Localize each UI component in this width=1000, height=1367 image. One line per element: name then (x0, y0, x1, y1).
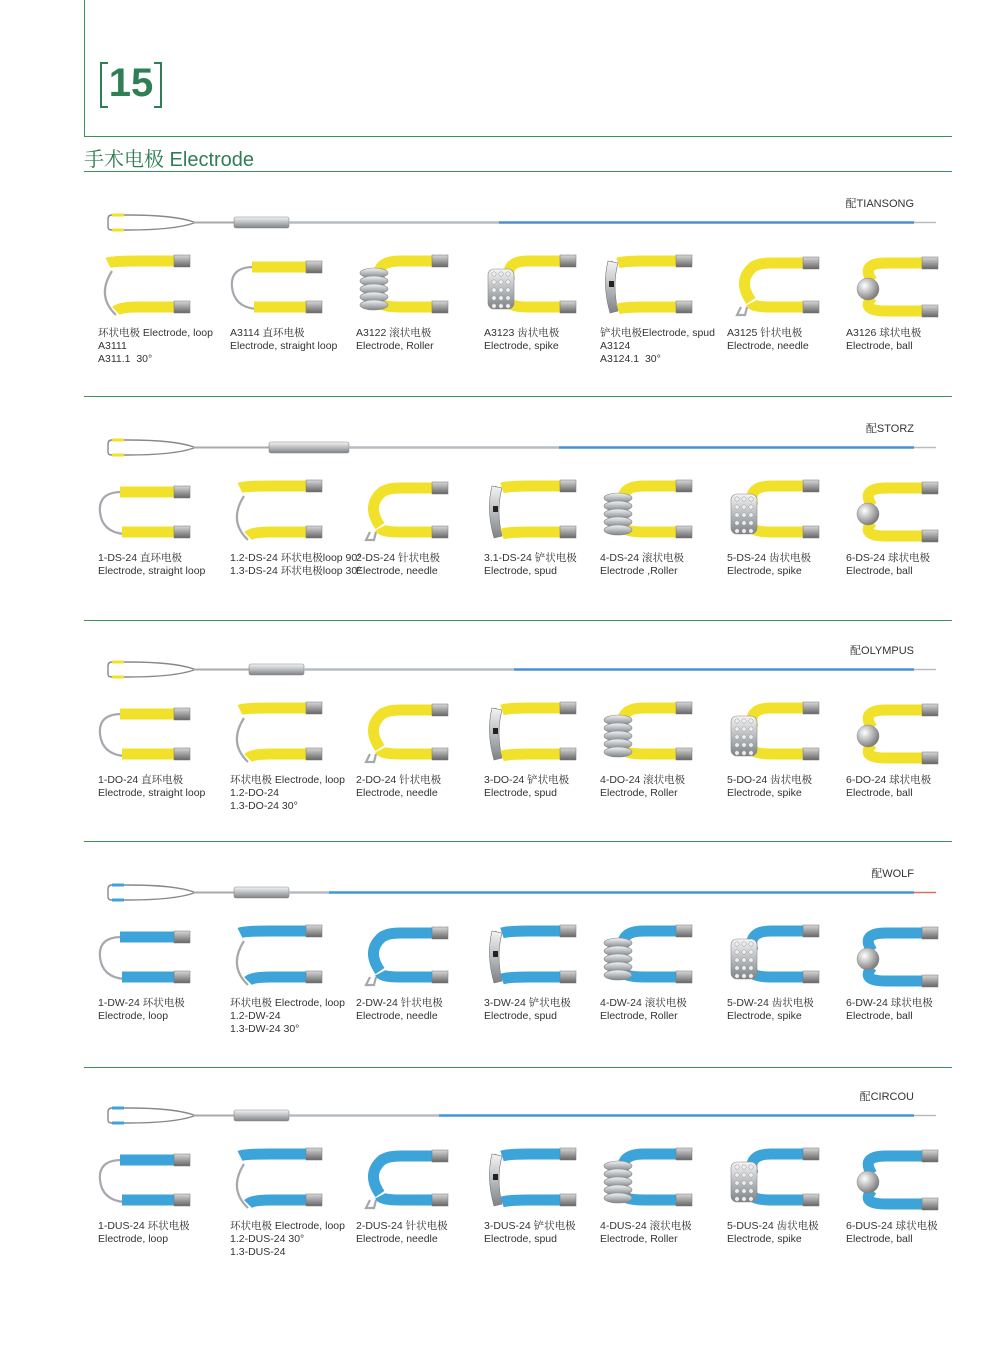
caption-line: 5-DO-24 齿状电极 (727, 774, 813, 786)
caption-line: 1.2-DS-24 环状电极loop 90° (230, 552, 362, 564)
caption-line: Electrode, Roller (600, 1233, 678, 1245)
electrode-tip-image (846, 921, 946, 993)
electrode-caption (727, 327, 847, 353)
caption-line: 6-DO-24 球状电极 (846, 774, 932, 786)
electrode-item-roller (600, 476, 720, 578)
electrode-item-ball (846, 921, 966, 1023)
electrode-tip-image (484, 251, 584, 323)
electrode-caption (98, 1220, 218, 1246)
electrode-tip-image (727, 251, 827, 323)
caption-line: 3-DO-24 铲状电极 (484, 774, 570, 786)
caption-line: Electrode ,Roller (600, 565, 678, 577)
caption-line: 6-DUS-24 球状电极 (846, 1220, 938, 1232)
electrode-item-roller (600, 921, 720, 1023)
electrode-caption (98, 552, 218, 578)
electrode-caption (600, 552, 720, 578)
electrode-caption (230, 997, 350, 1036)
caption-line: A3124.1 30° (600, 353, 661, 365)
electrode-tip-image (600, 476, 700, 548)
electrode-tip-image (98, 251, 198, 323)
electrode-tip-image (727, 921, 827, 993)
caption-line: 3-DUS-24 铲状电极 (484, 1220, 576, 1232)
electrode-item-needle (356, 476, 476, 578)
caption-line: 4-DO-24 滚状电极 (600, 774, 686, 786)
page-number (100, 60, 162, 106)
caption-line: Electrode, ball (846, 787, 913, 799)
electrode-tip-image (600, 1144, 700, 1216)
caption-line: 环状电极 Electrode, loop (230, 997, 345, 1009)
caption-line: 1.2-DW-24 (230, 1010, 281, 1022)
electrode-tip-image (98, 921, 198, 993)
electrode-item-loop (230, 1144, 350, 1259)
electrode-tip-image (356, 476, 456, 548)
caption-line: 3-DW-24 铲状电极 (484, 997, 571, 1009)
electrode-caption (600, 997, 720, 1023)
electrode-caption (600, 327, 720, 366)
caption-line: Electrode, spud (484, 565, 557, 577)
electrode-item-needle (356, 698, 476, 800)
electrode-tip-image (600, 698, 700, 770)
caption-line: 环状电极 Electrode, loop (230, 774, 345, 786)
caption-line: Electrode, needle (356, 1010, 438, 1022)
caption-line: 1.2-DUS-24 30° (230, 1233, 305, 1245)
electrode-tip-image (98, 476, 198, 548)
caption-line: Electrode, straight loop (98, 565, 206, 577)
electrode-caption (230, 1220, 350, 1259)
electrode-caption (356, 1220, 476, 1246)
electrode-tip-image (356, 698, 456, 770)
caption-line: A311.1 30° (98, 353, 153, 365)
caption-line: 4-DS-24 滚状电极 (600, 552, 685, 564)
electrode-caption (356, 997, 476, 1023)
electrode-tip-image (98, 698, 198, 770)
electrode-caption (484, 774, 604, 800)
caption-line: 2-DUS-24 针状电极 (356, 1220, 448, 1232)
electrode-instrument (104, 875, 944, 905)
caption-line: 1.3-DW-24 30° (230, 1023, 300, 1035)
caption-line: 4-DW-24 滚状电极 (600, 997, 687, 1009)
electrode-caption (846, 552, 966, 578)
electrode-item-spike (727, 921, 847, 1023)
header-vertical-rule (84, 0, 85, 136)
electrode-caption (356, 774, 476, 800)
electrode-caption (846, 1220, 966, 1246)
caption-line: Electrode, spike (484, 340, 559, 352)
caption-line: A3125 针状电极 (727, 327, 803, 339)
electrode-item-roller (356, 251, 476, 353)
electrode-item-loop (230, 921, 350, 1036)
caption-line: Electrode, spud (484, 1233, 557, 1245)
electrode-item-loop (230, 476, 362, 578)
caption-line: Electrode, spike (727, 787, 802, 799)
electrode-item-straight-loop (98, 1144, 218, 1246)
electrode-tip-image (727, 698, 827, 770)
caption-line: Electrode, spike (727, 1010, 802, 1022)
electrode-item-spud (484, 921, 604, 1023)
electrode-item-loop (98, 251, 218, 366)
electrode-caption (727, 552, 847, 578)
electrode-tip-image (727, 476, 827, 548)
electrode-caption (98, 327, 218, 366)
electrode-caption (484, 1220, 604, 1246)
electrode-tip-image (484, 1144, 584, 1216)
electrode-tip-image (727, 1144, 827, 1216)
caption-line: 1-DO-24 直环电极 (98, 774, 184, 786)
caption-line: Electrode, spike (727, 1233, 802, 1245)
electrode-caption (727, 997, 847, 1023)
caption-line: A3122 滚状电极 (356, 327, 432, 339)
electrode-item-ball (846, 476, 966, 578)
compatibility-label: 配STORZ (865, 423, 914, 435)
electrode-caption (484, 552, 604, 578)
electrode-caption (98, 997, 218, 1023)
electrode-caption (98, 774, 218, 800)
caption-line: 铲状电极Electrode, spud (600, 327, 715, 339)
caption-line: 1.3-DO-24 30° (230, 800, 298, 812)
electrode-item-straight-loop (98, 476, 218, 578)
electrode-item-straight-loop (230, 251, 350, 353)
electrode-tip-image (484, 698, 584, 770)
caption-line: A3126 球状电极 (846, 327, 922, 339)
caption-line: 5-DW-24 齿状电极 (727, 997, 814, 1009)
electrode-item-needle (356, 921, 476, 1023)
caption-line: Electrode, ball (846, 340, 913, 352)
bracket-right (154, 62, 162, 108)
caption-line: 1-DW-24 环状电极 (98, 997, 185, 1009)
caption-line: 5-DS-24 齿状电极 (727, 552, 812, 564)
electrode-item-ball (846, 251, 966, 353)
electrode-item-ball (846, 1144, 966, 1246)
caption-line: Electrode, needle (356, 787, 438, 799)
electrode-tip-image (846, 698, 946, 770)
product-section (0, 855, 1000, 1075)
electrode-caption (846, 997, 966, 1023)
caption-line: 2-DO-24 针状电极 (356, 774, 442, 786)
electrode-caption (846, 774, 966, 800)
caption-line: Electrode, spud (484, 1010, 557, 1022)
electrode-item-spud (484, 476, 604, 578)
caption-line: 1-DS-24 直环电极 (98, 552, 183, 564)
caption-line: Electrode, Roller (600, 1010, 678, 1022)
electrode-instrument (104, 652, 944, 682)
electrode-caption (230, 774, 350, 813)
electrode-item-roller (600, 1144, 720, 1246)
electrode-item-spud (484, 1144, 604, 1246)
electrode-item-spike (727, 698, 847, 800)
electrode-tip-image (98, 1144, 198, 1216)
caption-line: A3124 (600, 340, 631, 352)
electrode-caption (846, 327, 966, 353)
caption-line: 1.2-DO-24 (230, 787, 280, 799)
electrode-item-spud (484, 698, 604, 800)
electrode-instrument (104, 205, 944, 235)
electrode-item-ball (846, 698, 966, 800)
caption-line: 5-DUS-24 齿状电极 (727, 1220, 819, 1232)
electrode-item-roller (600, 698, 720, 800)
caption-line: 3.1-DS-24 铲状电极 (484, 552, 577, 564)
electrode-caption (727, 1220, 847, 1246)
electrode-item-spud (600, 251, 720, 366)
electrode-caption (484, 327, 604, 353)
caption-line: Electrode, loop (98, 1010, 169, 1022)
electrode-tip-image (846, 476, 946, 548)
caption-line: 1.3-DUS-24 (230, 1246, 286, 1258)
caption-line: Electrode, spud (484, 787, 557, 799)
caption-line: Electrode, ball (846, 1010, 913, 1022)
electrode-tip-image (230, 476, 330, 548)
caption-line: 6-DW-24 球状电极 (846, 997, 933, 1009)
caption-line: Electrode, Roller (600, 787, 678, 799)
caption-line: Electrode, needle (356, 1233, 438, 1245)
electrode-tip-image (230, 251, 330, 323)
title-rule-bottom (84, 171, 952, 172)
electrode-tip-image (356, 921, 456, 993)
compatibility-label: 配OLYMPUS (850, 645, 914, 657)
electrode-tip-image (846, 251, 946, 323)
electrode-instrument (104, 1098, 944, 1128)
compatibility-label: 配WOLF (871, 868, 914, 880)
electrode-item-spike (727, 1144, 847, 1246)
electrode-item-needle (727, 251, 847, 353)
compatibility-label: 配TIANSONG (845, 198, 914, 210)
electrode-caption (356, 327, 476, 353)
caption-line: 6-DS-24 球状电极 (846, 552, 931, 564)
electrode-caption (727, 774, 847, 800)
electrode-caption (230, 552, 362, 578)
electrode-caption (484, 997, 604, 1023)
electrode-item-needle (356, 1144, 476, 1246)
caption-line: Electrode, needle (356, 565, 438, 577)
caption-line: A3114 直环电极 (230, 327, 305, 339)
title-rule-top (84, 136, 952, 137)
compatibility-label: 配CIRCOU (859, 1091, 914, 1103)
caption-line: 环状电极 Electrode, loop (230, 1220, 345, 1232)
caption-line: Electrode, loop (98, 1233, 169, 1245)
product-section (0, 632, 1000, 852)
electrode-tip-image (356, 1144, 456, 1216)
electrode-tip-image (230, 698, 330, 770)
caption-line: A3111 (98, 340, 127, 352)
caption-line: Electrode, Roller (356, 340, 434, 352)
product-section (0, 185, 1000, 405)
product-section (0, 1078, 1000, 1298)
electrode-tip-image (230, 921, 330, 993)
page-number-text: 15 (108, 61, 154, 105)
electrode-tip-image (356, 251, 456, 323)
caption-line: Electrode, spike (727, 565, 802, 577)
product-section (0, 410, 1000, 630)
electrode-item-spike (484, 251, 604, 353)
caption-line: 4-DUS-24 滚状电极 (600, 1220, 692, 1232)
electrode-caption (600, 774, 720, 800)
electrode-item-straight-loop (98, 698, 218, 800)
caption-line: Electrode, straight loop (230, 340, 338, 352)
electrode-item-straight-loop (98, 921, 218, 1023)
caption-line: 1.3-DS-24 环状电极loop 30° (230, 565, 362, 577)
page-title: 手术电极 Electrode (84, 149, 255, 171)
electrode-caption (600, 1220, 720, 1246)
electrode-tip-image (230, 1144, 330, 1216)
electrode-instrument (104, 430, 944, 460)
caption-line: 环状电极 Electrode, loop (98, 327, 213, 339)
electrode-tip-image (600, 921, 700, 993)
electrode-tip-image (600, 251, 700, 323)
caption-line: 1-DUS-24 环状电极 (98, 1220, 190, 1232)
caption-line: Electrode, ball (846, 565, 913, 577)
caption-line: 2-DW-24 针状电极 (356, 997, 443, 1009)
electrode-tip-image (484, 921, 584, 993)
electrode-caption (356, 552, 476, 578)
electrode-item-spike (727, 476, 847, 578)
electrode-item-loop (230, 698, 350, 813)
electrode-caption (230, 327, 350, 353)
caption-line: Electrode, ball (846, 1233, 913, 1245)
electrode-tip-image (484, 476, 584, 548)
caption-line: A3123 齿状电极 (484, 327, 560, 339)
electrode-tip-image (846, 1144, 946, 1216)
caption-line: 2-DS-24 针状电极 (356, 552, 441, 564)
caption-line: Electrode, straight loop (98, 787, 206, 799)
caption-line: Electrode, needle (727, 340, 809, 352)
